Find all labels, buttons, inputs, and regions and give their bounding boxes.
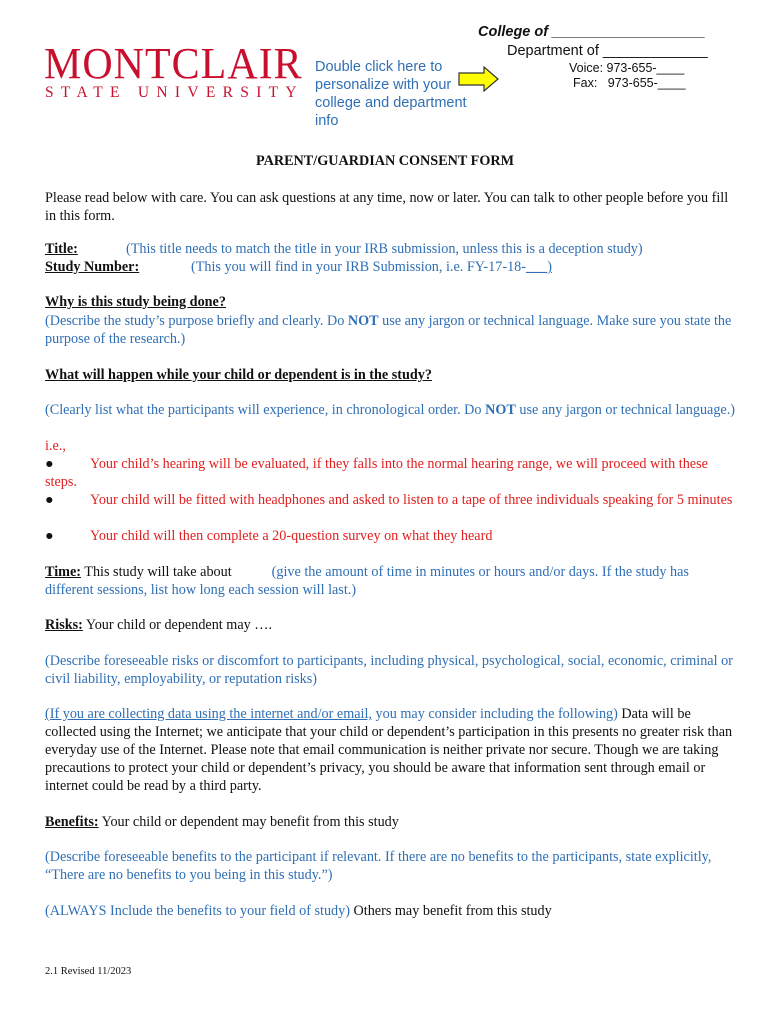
personalize-hint[interactable]: Double click here to personalize with your college and department info	[315, 59, 467, 129]
bullet-icon: ●	[45, 456, 54, 472]
benefits-label: Benefits:	[45, 814, 99, 830]
list-item-text: Your child will then complete a 20-question survey on what they heard	[90, 528, 493, 544]
revision-footer: 2.1 Revised 11/2023	[45, 966, 132, 977]
happen-heading: What will happen while your child or dependent is in the study?	[45, 367, 432, 383]
benefits-note: (Describe foreseeable benefits to the participant if relevant. If there are no benefits to the participants, state explicitly, “There are no benefits to you being in this study.”)	[45, 849, 712, 883]
risks-line	[45, 616, 735, 634]
why-text-pre: (Describe the study’s purpose briefly and clearly. Do	[45, 313, 348, 329]
benefits-always	[45, 902, 735, 920]
list-item-text: Your child’s hearing will be evaluated, if they falls into the normal hearing range, we will proceed with these steps.	[45, 456, 708, 490]
title-label: Title:	[45, 241, 78, 257]
happen-text	[45, 401, 735, 419]
time-paragraph	[45, 563, 735, 599]
why-text-not: NOT	[347, 313, 379, 329]
list-item-text: Your child will be fitted with headphones and asked to listen to a tape of three individuals speaking for 5 minutes	[90, 492, 733, 508]
study-number-note	[191, 258, 552, 276]
title-note: (This title needs to match the title in your IRB submission, unless this is a deception study)	[126, 241, 643, 257]
study-number-note-text: (This you will find in your IRB Submission, i.e. FY-17-18-	[191, 259, 526, 275]
internet-paragraph	[45, 705, 735, 795]
college-field[interactable]: College of ___________________	[478, 24, 706, 40]
bullet-icon: ●	[45, 528, 54, 544]
why-heading: Why is this study being done?	[45, 294, 226, 310]
time-note: (give the amount of time in minutes or hours and/or days. If the study has different sessions, list how long each session will last.)	[45, 564, 689, 598]
internet-text: Data will be collected using the Internet; we anticipate that your child or dependent’s participation in this presents no greater risk than everyday use of the Internet. Please note that email communication is neither private nor secure. Though we are taking precautions to protect your child or dependent’s privacy, you should be aware that information sent through email or internet could be read by a third party.	[45, 706, 733, 794]
risks-text: Your child or dependent may ….	[82, 617, 272, 633]
intro-paragraph: Please read below with care. You can ask questions at any time, now or later. You can talk to other people before you fill in this form.	[45, 190, 729, 224]
title-line	[45, 240, 735, 258]
benefits-always-text: Others may benefit from this study	[349, 903, 552, 919]
fax-number: Fax: 973-655-____	[573, 76, 686, 90]
study-number-label: Study Number:	[45, 259, 140, 275]
internet-note-2: you may consider including the following)	[371, 706, 618, 722]
risks-label: Risks:	[45, 617, 83, 633]
voice-phone: Voice: 973-655-____	[569, 61, 685, 75]
study-number-blank: ___)	[525, 259, 552, 275]
form-title: PARENT/GUARDIAN CONSENT FORM	[255, 153, 514, 169]
bullet-icon: ●	[45, 492, 54, 508]
internet-note: (If you are collecting data using the internet and/or email,	[45, 706, 372, 722]
happen-text-pre: (Clearly list what the participants will experience, in chronological order. Do	[45, 402, 486, 418]
why-text	[45, 312, 735, 348]
list-item	[45, 491, 735, 509]
university-logo-wordmark: MONTCLAIR	[44, 40, 303, 89]
department-field[interactable]: Department of _____________	[507, 43, 708, 59]
benefits-text: Your child or dependent may benefit from this study	[98, 814, 399, 830]
university-logo-subtitle: STATE UNIVERSITY	[45, 84, 304, 101]
time-label: Time:	[45, 564, 81, 580]
arrow-right-icon	[458, 66, 500, 92]
happen-text-not: NOT	[485, 402, 516, 418]
benefits-always-note: (ALWAYS Include the benefits to your field of study)	[45, 903, 350, 919]
happen-text-post: use any jargon or technical language.)	[515, 402, 735, 418]
time-text: This study will take about	[81, 564, 232, 580]
happen-ie: i.e.,	[45, 438, 66, 454]
why-text-post: use any jargon or technical language. Make sure you state the purpose of the research.)	[45, 313, 732, 347]
list-item	[45, 455, 735, 491]
list-item	[45, 527, 735, 545]
risks-note: (Describe foreseeable risks or discomfort to participants, including physical, psychological, social, economic, criminal or civil liability, employability, or reputation risks)	[45, 653, 733, 687]
study-number-line	[45, 258, 735, 276]
benefits-line	[45, 813, 735, 831]
